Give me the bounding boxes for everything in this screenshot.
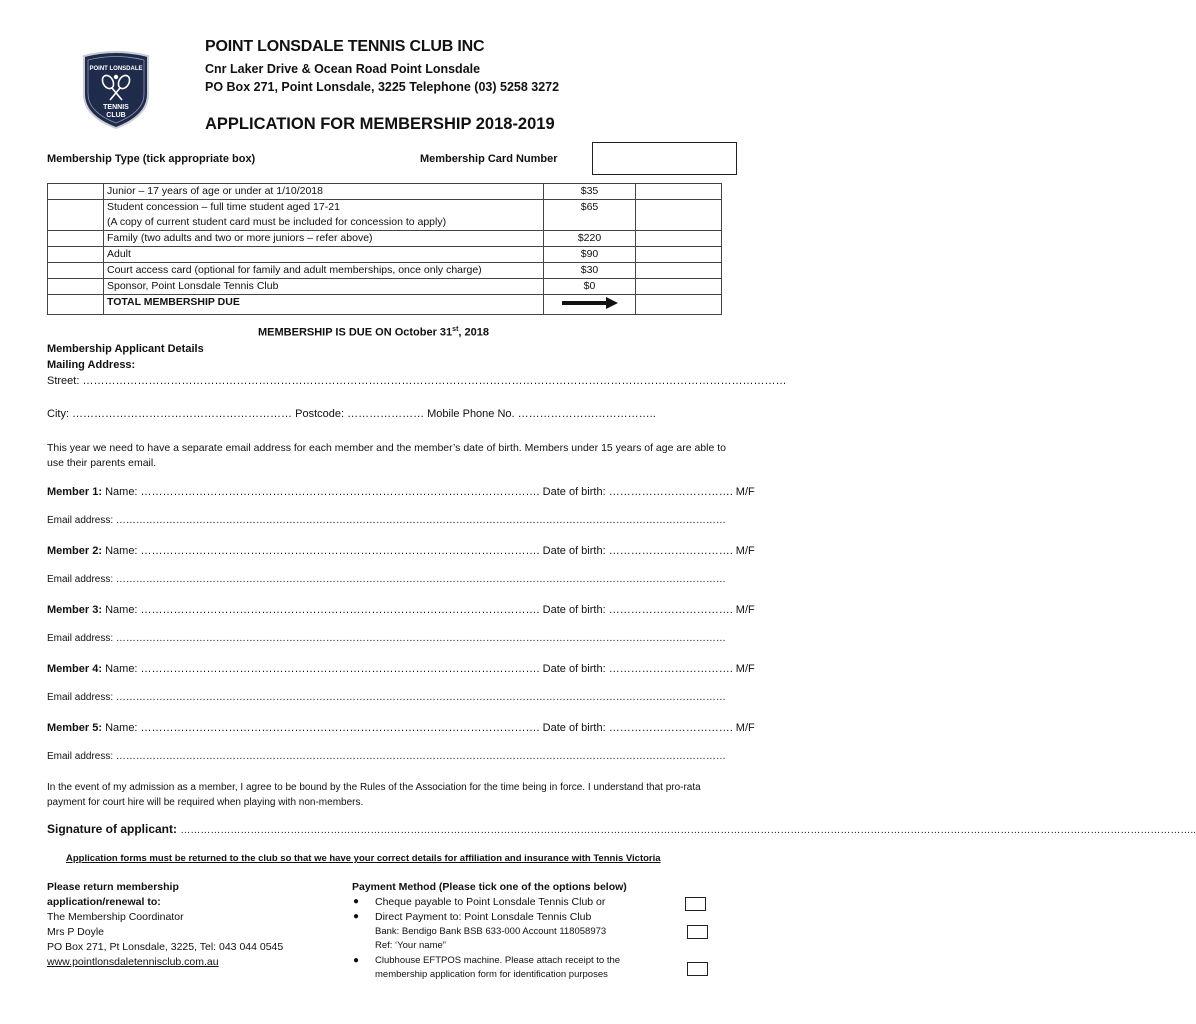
fee-price: $90 <box>544 247 636 263</box>
member-label: Member 1: <box>47 486 103 498</box>
fee-row-court-access <box>48 263 722 279</box>
due-notice-text: MEMBERSHIP IS DUE ON October 31 <box>258 326 453 339</box>
member-1-email-line[interactable]: Email address: ………………………………………………………………………………………………………………………………………………………………… <box>47 515 726 526</box>
bullet-icon: ● <box>353 955 360 966</box>
logo-text-tennis: TENNIS <box>103 104 129 111</box>
signature-line[interactable] <box>47 822 1196 836</box>
total-label: TOTAL MEMBERSHIP DUE <box>104 295 544 315</box>
fee-desc: Family (two adults and two or more juniors – refer above) <box>104 231 544 247</box>
club-name: POINT LONSDALE TENNIS CLUB INC <box>205 38 485 55</box>
member-5-name-line[interactable] <box>47 722 755 734</box>
member-label: Member 3: <box>47 604 103 616</box>
bank-details: Bank: Bendigo Bank BSB 633-000 Account 118058973 <box>375 926 607 937</box>
payment-reference: Ref: ‘Your name” <box>375 940 446 951</box>
card-number-field[interactable] <box>592 142 737 175</box>
fee-desc: Court access card (optional for family and adult memberships, once only charge) <box>104 263 544 279</box>
applicant-details-heading: Membership Applicant Details <box>47 343 204 355</box>
payment-option-eftpos: Clubhouse EFTPOS machine. Please attach receipt to the <box>375 955 621 966</box>
fee-price: $65 <box>544 200 636 231</box>
bullet-icon: ● <box>353 896 360 907</box>
due-notice-sup: st <box>452 326 459 333</box>
member-label: Member 4: <box>47 663 103 675</box>
fee-desc: Student concession – full time student aged 17-21 <box>107 201 340 213</box>
fee-price: $0 <box>544 279 636 295</box>
signature-label: Signature of applicant: <box>47 822 178 836</box>
street-line[interactable]: Street: ………………………………………………………………………………………………………………………………………………………………………… <box>47 375 787 387</box>
member-2-name-line[interactable] <box>47 545 755 557</box>
address-line-1: Cnr Laker Drive & Ocean Road Point Lonsdale <box>205 62 481 76</box>
member-2-email-line[interactable]: Email address: ………………………………………………………………………………………………………………………………………………………………… <box>47 574 726 585</box>
fee-desc: Sponsor, Point Lonsdale Tennis Club <box>104 279 544 295</box>
due-notice-year: , 2018 <box>458 326 489 339</box>
fee-row-adult <box>48 247 722 263</box>
member-4-email-line[interactable]: Email address: ………………………………………………………………………………………………………………………………………………………………… <box>47 692 726 703</box>
member-1-name-line[interactable] <box>47 486 755 498</box>
membership-fees-table <box>47 183 722 315</box>
return-heading-1: Please return membership <box>47 881 179 893</box>
total-amount-cell[interactable] <box>636 295 722 315</box>
return-line-3: PO Box 271, Pt Lonsdale, 3225, Tel: 043 044 0545 <box>47 941 284 953</box>
payment-option-direct: Direct Payment to: Point Lonsdale Tennis Club <box>375 911 592 923</box>
membership-type-label: Membership Type (tick appropriate box) <box>47 153 256 165</box>
amount-cell[interactable] <box>636 184 722 200</box>
signature-dots: …………………………………………………………………………………………………………………………………………………………………………………………………………………………………………………………………………….. <box>180 825 1196 836</box>
fee-desc: Adult <box>104 247 544 263</box>
logo-top-text: POINT LONSDALE <box>89 66 143 72</box>
payment-heading: Payment Method (Please tick one of the options below) <box>352 881 627 893</box>
tick-box-sponsor[interactable] <box>48 279 104 295</box>
member-name-dob: Name: ………………………………………………………………………………………………. Date of birth: ……………………………. M/F <box>105 722 755 734</box>
city-postcode-phone-line[interactable]: City: …………………………………………………… Postcode: ………………… Mobile Phone No. ……………………………….. <box>47 408 656 420</box>
address-line-2: PO Box 271, Point Lonsdale, 3225 Telephone (03) 5258 3272 <box>205 80 560 94</box>
fee-row-junior <box>48 184 722 200</box>
direct-payment-checkbox[interactable] <box>687 925 708 939</box>
fee-row-family <box>48 231 722 247</box>
return-line-1: The Membership Coordinator <box>47 911 184 923</box>
fee-desc-student <box>104 200 544 231</box>
member-name-dob: Name: ………………………………………………………………………………………………. Date of birth: ……………………………. M/F <box>105 545 755 557</box>
empty-cell <box>48 295 104 315</box>
email-notice: This year we need to have a separate email address for each member and the member’s date of birth. Members under 15 years of age are able to use their parents email. <box>47 442 726 469</box>
member-3-email-line[interactable]: Email address: ………………………………………………………………………………………………………………………………………………………………… <box>47 633 726 644</box>
payment-option-eftpos-cont: membership application form for identification purposes <box>375 969 608 980</box>
fee-price: $220 <box>544 231 636 247</box>
tick-box-adult[interactable] <box>48 247 104 263</box>
member-3-name-line[interactable] <box>47 604 755 616</box>
cheque-checkbox[interactable] <box>685 897 706 911</box>
logo-text-club: CLUB <box>106 112 126 119</box>
member-name-dob: Name: ………………………………………………………………………………………………. Date of birth: ……………………………. M/F <box>105 486 755 498</box>
amount-cell[interactable] <box>636 279 722 295</box>
tick-box-family[interactable] <box>48 231 104 247</box>
amount-cell[interactable] <box>636 200 722 231</box>
fee-row-total <box>48 295 722 315</box>
fee-row-student <box>48 200 722 231</box>
return-heading-2: application/renewal to: <box>47 896 161 908</box>
card-number-label: Membership Card Number <box>420 153 558 165</box>
amount-cell[interactable] <box>636 247 722 263</box>
member-name-dob: Name: ………………………………………………………………………………………………. Date of birth: ……………………………. M/F <box>105 604 755 616</box>
fee-desc: Junior – 17 years of age or under at 1/10/2018 <box>104 184 544 200</box>
member-label: Member 5: <box>47 722 103 734</box>
tick-box-court-access[interactable] <box>48 263 104 279</box>
return-line-2: Mrs P Doyle <box>47 926 104 938</box>
club-logo <box>80 50 152 130</box>
fee-row-sponsor <box>48 279 722 295</box>
arrow-cell <box>544 295 636 315</box>
mailing-address-heading: Mailing Address: <box>47 359 136 371</box>
fee-note: (A copy of current student card must be included for concession to apply) <box>107 216 447 228</box>
member-label: Member 2: <box>47 545 103 557</box>
bullet-icon: ● <box>353 911 360 922</box>
website-link[interactable]: www.pointlonsdaletennisclub.com.au <box>47 956 219 968</box>
member-4-name-line[interactable] <box>47 663 755 675</box>
right-arrow-icon <box>560 297 620 309</box>
member-5-email-line[interactable]: Email address: ………………………………………………………………………………………………………………………………………………………………… <box>47 751 726 762</box>
due-notice <box>258 326 489 339</box>
amount-cell[interactable] <box>636 263 722 279</box>
tick-box-junior[interactable] <box>48 184 104 200</box>
payment-option-cheque: Cheque payable to Point Lonsdale Tennis Club or <box>375 896 606 908</box>
agreement-text: In the event of my admission as a member, I agree to be bound by the Rules of the Association for the time being in force. I understand that pro-rata payment for court hire will be required when playing with non-members. <box>47 782 701 808</box>
tick-box-student[interactable] <box>48 200 104 231</box>
member-name-dob: Name: ………………………………………………………………………………………………. Date of birth: ……………………………. M/F <box>105 663 755 675</box>
eftpos-checkbox[interactable] <box>687 962 708 976</box>
form-title: APPLICATION FOR MEMBERSHIP 2018-2019 <box>205 115 555 133</box>
amount-cell[interactable] <box>636 231 722 247</box>
fee-price: $30 <box>544 263 636 279</box>
return-notice: Application forms must be returned to the club so that we have your correct details for affiliation and insurance with Tennis Victoria <box>66 853 661 864</box>
fee-price: $35 <box>544 184 636 200</box>
